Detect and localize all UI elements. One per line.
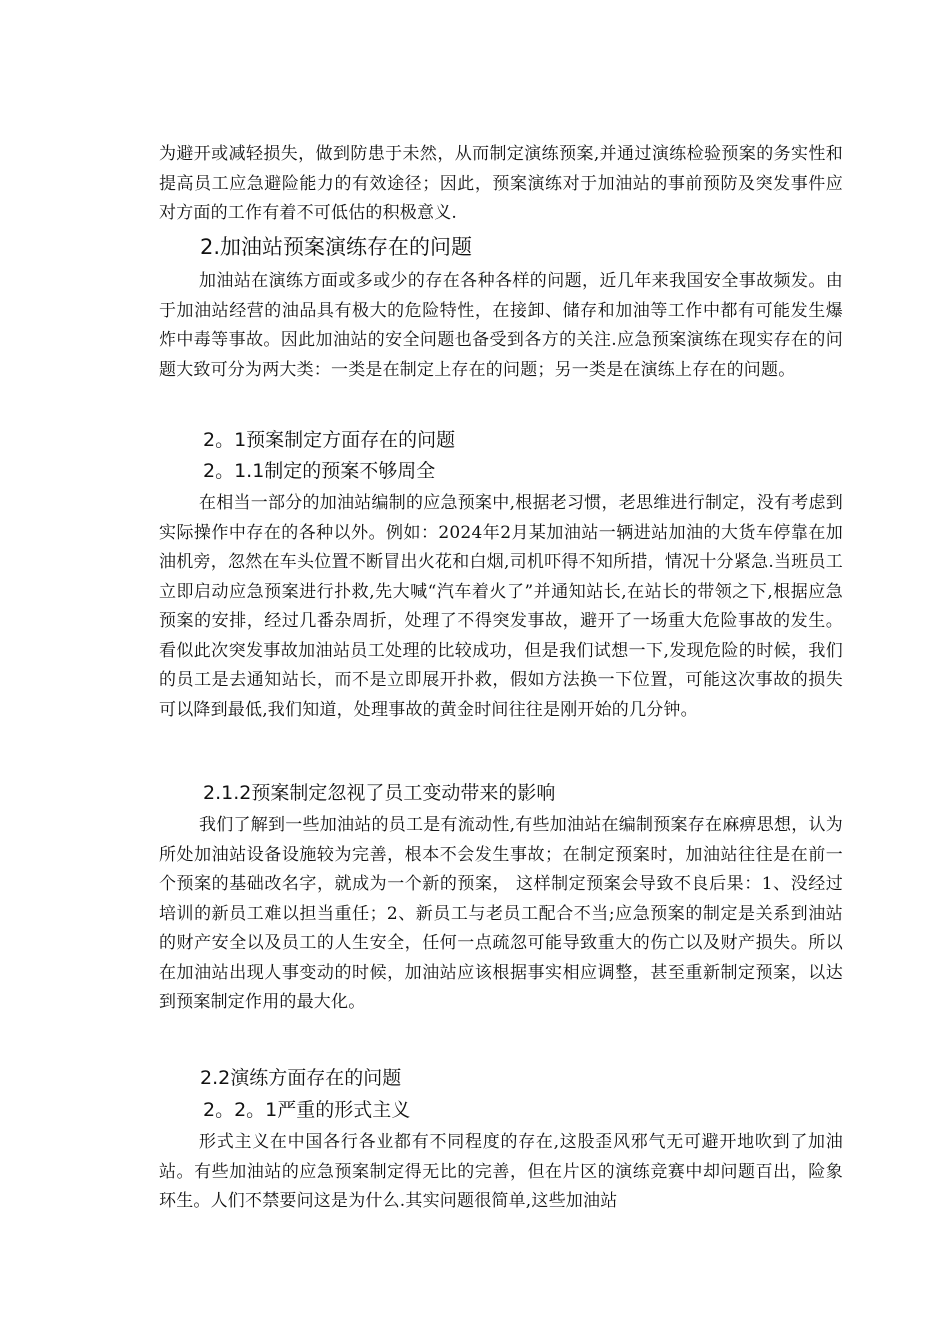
- heading-section-2-1-1: 2。1.1制定的预案不够周全: [203, 460, 436, 482]
- paragraph-intro-continuation: 为避开或减轻损失，做到防患于未然，从而制定演练预案,并通过演练检验预案的务实性和提高员工应急避险能力的有效途径；因此，预案演练对于加油站的事前预防及突发事件应对方面的工作有着不可低估的积极意义.: [159, 144, 843, 223]
- heading-section-2: 2.加油站预案演练存在的问题: [200, 235, 473, 259]
- paragraph-plan-incomplete: 在相当一部分的加油站编制的应急预案中,根据老习惯，老思维进行制定，没有考虑到实际操作中存在的各种以外。例如：2024年2月某加油站一辆进站加油的大货车停靠在加油机旁，忽然在车头位置不断冒出火花和白烟,司机吓得不知所措，情况十分紧急.当班员工立即启动应急预案进行扑救,先大喊“汽车着火了”并通知站长,在站长的带领之下,根据应急预案的安排，经过几番杂周折，处理了不得突发事故，避开了一场重大危险事故的发生。看似此次突发事故加油站员工处理的比较成功，但是我们试想一下,发现危险的时候，我们的员工是去通知站长，而不是立即展开扑救，假如方法换一下位置，可能这次事故的损失可以降到最低,我们知道，处理事故的黄金时间往往是刚开始的几分钟。: [159, 493, 843, 720]
- heading-section-2-2-1: 2。2。1严重的形式主义: [203, 1099, 411, 1121]
- paragraph-problems-intro: 加油站在演练方面或多或少的存在各种各样的问题，近几年来我国安全事故频发。由于加油站经营的油品具有极大的危险特性，在接卸、储存和加油等工作中都有可能发生爆炸中毒等事故。因此加油站的安全问题也备受到各方的关注.应急预案演练在现实存在的问题大致可分为两大类：一类是在制定上存在的问题；另一类是在演练上存在的问题。: [159, 271, 843, 380]
- paragraph-formalism: 形式主义在中国各行各业都有不同程度的存在,这股歪风邪气无可避开地吹到了加油站。有些加油站的应急预案制定得无比的完善，但在片区的演练竞赛中却问题百出，险象环生。人们不禁要问这是为什么.其实问题很简单,这些加油站: [159, 1132, 843, 1211]
- heading-section-2-1: 2。1预案制定方面存在的问题: [203, 429, 456, 451]
- heading-section-2-2: 2.2演练方面存在的问题: [200, 1067, 402, 1089]
- paragraph-staff-change: 我们了解到一些加油站的员工是有流动性,有些加油站在编制预案存在麻痹思想，认为所处加油站设备设施较为完善，根本不会发生事故；在制定预案时，加油站往往是在前一个预案的基础改名字，就成为一个新的预案， 这样制定预案会导致不良后果：1、没经过培训的新员工难以担当重任；2、新员工与老员工配合不当;应急预案的制定是关系到油站的财产安全以及员工的人生安全，任何一点疏忽可能导致重大的伤亡以及财产损失。所以在加油站出现人事变动的时候，加油站应该根据事实相应调整，甚至重新制定预案，以达到预案制定作用的最大化。: [159, 815, 843, 1012]
- heading-section-2-1-2: 2.1.2预案制定忽视了员工变动带来的影响: [203, 782, 556, 804]
